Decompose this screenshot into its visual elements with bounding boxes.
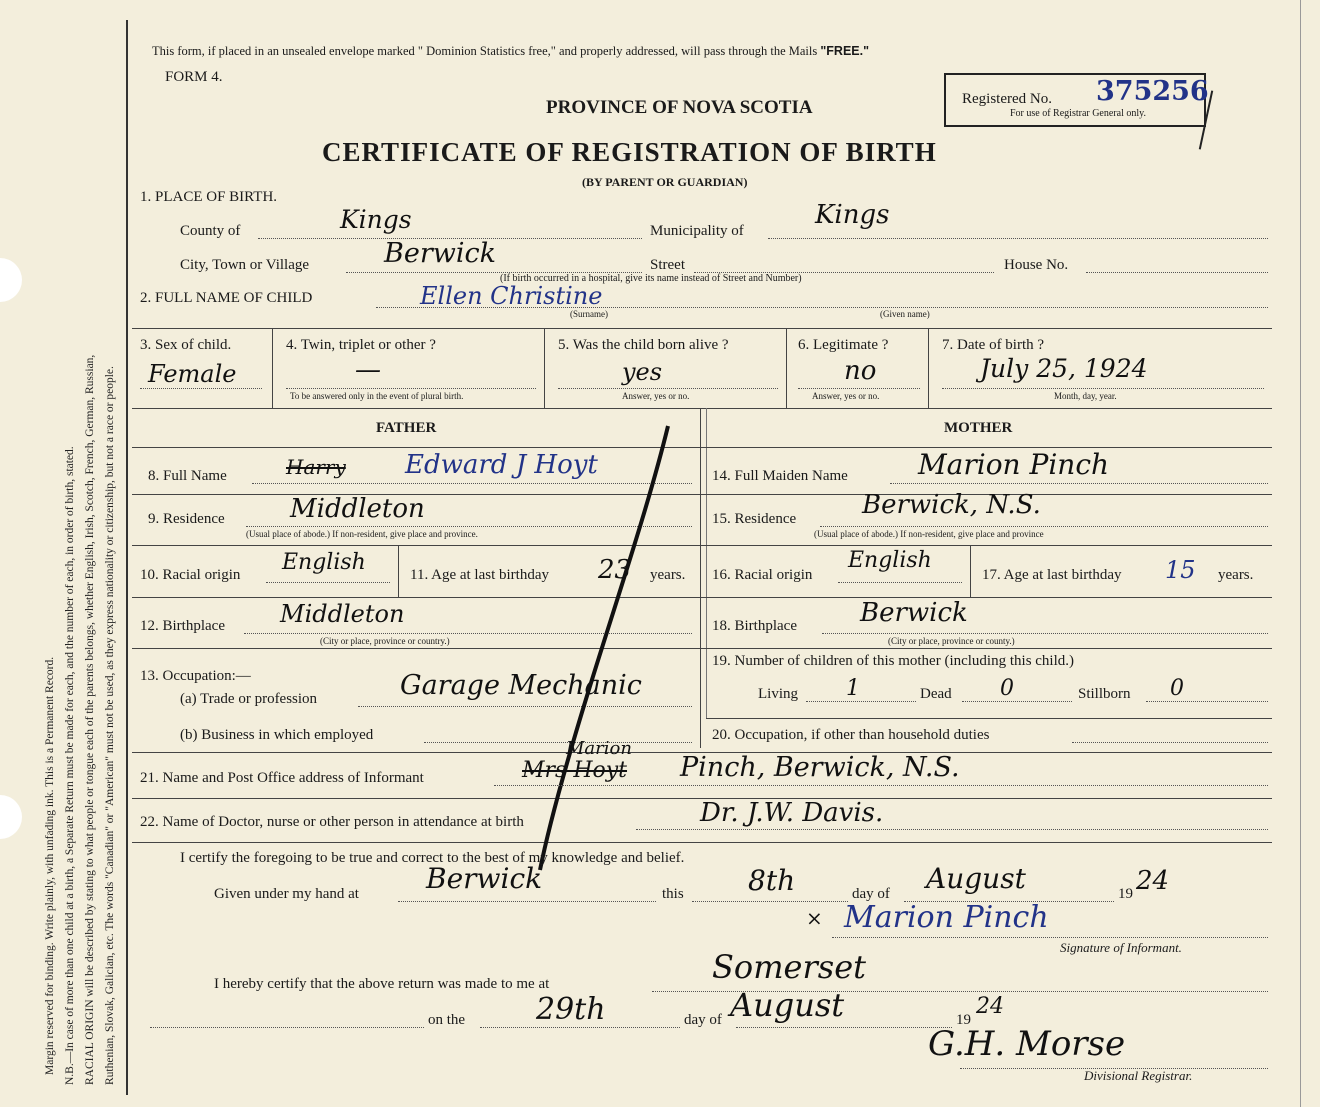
row3-top-rule <box>132 328 1272 329</box>
father-birthplace-value: Middleton <box>280 600 405 628</box>
doctor-label: 22. Name of Doctor, nurse or other person in attendance at birth <box>140 814 524 830</box>
stillborn-value: 0 <box>1170 676 1184 701</box>
informant-label: 21. Name and Post Office address of Informant <box>140 770 424 786</box>
mother-birthplace-value: Berwick <box>860 598 968 628</box>
municipality-label: Municipality of <box>650 223 744 239</box>
given-month-value: August <box>926 862 1026 895</box>
province-heading: PROVINCE OF NOVA SCOTIA <box>546 97 813 118</box>
twin-label: 4. Twin, triplet or other ? <box>286 337 436 353</box>
stillborn-line <box>1146 701 1268 702</box>
sex-line <box>140 388 262 389</box>
registrar-on-label: on the <box>428 1012 466 1028</box>
given-label: Given under my hand at <box>214 886 359 902</box>
mother-occupation-line <box>1072 742 1268 743</box>
race-age-divider-father <box>398 545 399 597</box>
given-place-line <box>398 901 656 902</box>
row-rule-birthplace <box>132 597 1272 598</box>
county-label: County of <box>180 223 241 239</box>
informant-signature-line <box>832 937 1268 938</box>
city-label: City, Town or Village <box>180 257 310 273</box>
parents-divider <box>700 408 701 748</box>
father-race-value: English <box>282 550 366 575</box>
certificate-subtitle: (BY PARENT OR GUARDIAN) <box>582 175 748 189</box>
living-line <box>806 701 916 702</box>
form-number: FORM 4. <box>165 69 223 85</box>
father-name-struck: Harry <box>286 455 346 479</box>
child-name-label: 2. FULL NAME OF CHILD <box>140 290 313 306</box>
postal-note-text: This form, if placed in an unsealed envelope marked " Dominion Statistics free," and properly addressed, will pass through the Mails <box>152 44 818 58</box>
legit-note: Answer, yes or no. <box>812 391 880 401</box>
sex-label: 3. Sex of child. <box>140 337 232 353</box>
mother-name-label: 14. Full Maiden Name <box>712 468 848 484</box>
alive-line <box>558 388 778 389</box>
given-place-value: Berwick <box>426 862 543 895</box>
mother-name-value: Marion Pinch <box>918 448 1110 481</box>
certify-statement: I certify the foregoing to be true and correct to the best of my knowledge and belief. <box>180 850 685 866</box>
mother-residence-note: (Usual place of abode.) If non-resident, give place and province <box>814 529 1044 539</box>
signature-mark: × <box>806 906 823 930</box>
living-value: 1 <box>846 676 860 701</box>
registrar-signature: G.H. Morse <box>928 1024 1126 1064</box>
row3-divider-1 <box>272 328 273 408</box>
twin-note: To be answered only in the event of plural birth. <box>290 391 464 401</box>
father-age-value: 23 <box>598 555 632 585</box>
twin-line <box>286 388 536 389</box>
pen-slash <box>500 420 700 880</box>
trade-value: Garage Mechanic <box>400 670 642 701</box>
mother-occupation-label: 20. Occupation, if other than household duties <box>712 727 990 743</box>
legit-value: no <box>844 356 877 386</box>
registrar-left-line <box>150 1027 424 1028</box>
alive-label: 5. Was the child born alive ? <box>558 337 729 353</box>
registrar-day-value: 29th <box>536 992 606 1027</box>
doctor-value: Dr. J.W. Davis. <box>700 798 884 828</box>
alive-note: Answer, yes or no. <box>622 391 690 401</box>
dead-line <box>962 701 1072 702</box>
child-name-value: Ellen Christine <box>420 282 603 310</box>
dead-value: 0 <box>1000 676 1014 701</box>
dob-label: 7. Date of birth ? <box>942 337 1045 353</box>
father-race-label: 10. Racial origin <box>140 567 241 583</box>
trade-label: (a) Trade or profession <box>180 691 318 707</box>
registrar-signature-label: Divisional Registrar. <box>1084 1068 1193 1083</box>
father-residence-note: (Usual place of abode.) If non-resident, give place and province. <box>246 529 478 539</box>
doctor-line <box>636 829 1268 830</box>
children-label: 19. Number of children of this mother (including this child.) <box>712 653 1075 669</box>
row-rule-certify <box>132 842 1272 843</box>
father-occupation-label: 13. Occupation:— <box>140 668 251 684</box>
row3-divider-2 <box>544 328 545 408</box>
mother-heading: MOTHER <box>944 420 1013 436</box>
given-day-line <box>692 901 848 902</box>
mother-birthplace-note: (City or place, province or county.) <box>888 636 1015 646</box>
legit-label: 6. Legitimate ? <box>798 337 889 353</box>
father-residence-label: 9. Residence <box>148 511 225 527</box>
row-rule-race <box>132 545 1272 546</box>
father-age-years: years. <box>650 567 686 583</box>
municipality-value: Kings <box>815 200 890 230</box>
mother-age-value: 15 <box>1165 556 1196 584</box>
registered-label: Registered No. <box>962 91 1052 107</box>
informant-struck: Mrs Hoyt <box>522 758 628 783</box>
parents-divider-short <box>706 408 707 718</box>
living-label: Living <box>758 686 798 702</box>
registrar-dayof-label: day of <box>684 1012 722 1028</box>
city-value: Berwick <box>384 238 496 269</box>
informant-signature: Marion Pinch <box>844 900 1049 935</box>
dob-note: Month, day, year. <box>1054 391 1117 401</box>
mother-residence-value: Berwick, N.S. <box>862 490 1041 520</box>
postal-note <box>152 44 869 59</box>
father-birthplace-label: 12. Birthplace <box>140 618 225 634</box>
given-day-value: 8th <box>748 864 796 897</box>
right-edge-rule <box>1300 0 1301 1107</box>
stillborn-label: Stillborn <box>1078 686 1131 702</box>
row3-bottom-rule <box>132 408 1272 409</box>
registrar-place-value: Somerset <box>712 948 866 986</box>
mother-age-label: 17. Age at last birthday <box>982 567 1122 583</box>
registrar-year-prefix: 19 <box>956 1012 971 1028</box>
registrar-year-value: 24 <box>976 994 1004 1019</box>
street-note: (If birth occurred in a hospital, give its name instead of Street and Number) <box>500 273 802 284</box>
mother-birthplace-line <box>822 633 1268 634</box>
dob-value: July 25, 1924 <box>980 354 1148 383</box>
mother-residence-label: 15. Residence <box>712 511 797 527</box>
municipality-line <box>768 238 1268 239</box>
binding-hole-bottom <box>0 795 22 839</box>
margin-note-1: Margin reserved for binding. Write plainly, with unfading ink. This is a Permanent Record. <box>44 656 56 1075</box>
informant-value: Pinch, Berwick, N.S. <box>680 752 960 783</box>
surname-caption: (Surname) <box>570 309 608 319</box>
race-age-divider-mother <box>970 545 971 597</box>
row-rule-occupation <box>132 648 1272 649</box>
row-rule-business <box>706 718 1272 719</box>
row3-divider-3 <box>786 328 787 408</box>
county-value: Kings <box>340 205 412 234</box>
house-line <box>1086 272 1268 273</box>
legit-line <box>798 388 920 389</box>
mother-race-line <box>838 582 962 583</box>
registrar-note: For use of Registrar General only. <box>1010 108 1146 119</box>
father-residence-value: Middleton <box>290 494 425 524</box>
father-birthplace-note: (City or place, province or country.) <box>320 636 450 646</box>
dead-label: Dead <box>920 686 952 702</box>
mother-name-line <box>890 483 1268 484</box>
registrar-day-line <box>480 1027 680 1028</box>
registrar-month-line <box>736 1027 952 1028</box>
informant-inserted: Marion <box>566 738 632 759</box>
mother-race-label: 16. Racial origin <box>712 567 813 583</box>
mother-race-value: English <box>848 548 932 573</box>
mother-residence-line <box>820 526 1268 527</box>
father-name-label: 8. Full Name <box>148 468 227 484</box>
certificate-title: CERTIFICATE OF REGISTRATION OF BIRTH <box>322 137 937 167</box>
margin-note-2: N.B.—In case of more than one child at a birth, a Separate Return must be made for each, and the number of each, in order of birth, stated. <box>64 446 76 1085</box>
dob-line <box>942 388 1264 389</box>
registrar-statement: I hereby certify that the above return was made to me at <box>214 976 550 992</box>
binding-hole-top <box>0 258 22 302</box>
margin-note-3: RACIAL ORIGIN will be described by stating to what people or tongue each of the parents belongs, whether English, Irish, Scotch, French, German, Russian, <box>84 354 96 1085</box>
informant-line <box>494 785 1268 786</box>
margin-rule <box>126 20 128 1095</box>
informant-signature-label: Signature of Informant. <box>1060 940 1182 955</box>
mother-birthplace-label: 18. Birthplace <box>712 618 797 634</box>
father-name-value: Edward J Hoyt <box>405 450 598 480</box>
postal-free-text: "FREE." <box>820 44 870 58</box>
margin-note-4: Ruthenian, Slovak, Galician, etc. The words "Canadian" or "American" must not be used, as they express nationality or citizenship, but not a race or people. <box>104 366 116 1085</box>
alive-value: yes <box>622 358 663 386</box>
twin-value: — <box>355 355 381 385</box>
father-race-line <box>266 582 390 583</box>
father-age-label: 11. Age at last birthday <box>410 567 549 583</box>
sex-value: Female <box>148 360 237 388</box>
registrar-month-value: August <box>730 986 845 1024</box>
street-label: Street <box>650 257 685 273</box>
house-label: House No. <box>1004 257 1069 273</box>
given-this-label: this <box>662 886 684 902</box>
given-year-prefix: 19 <box>1118 886 1133 902</box>
given-dayof-label: day of <box>852 886 890 902</box>
given-name-caption: (Given name) <box>880 309 930 319</box>
registered-number: 375256 <box>1096 76 1209 107</box>
place-of-birth-label: 1. PLACE OF BIRTH. <box>140 189 278 205</box>
father-heading: FATHER <box>376 420 437 436</box>
business-label: (b) Business in which employed <box>180 727 374 743</box>
mother-age-years: years. <box>1218 567 1254 583</box>
row3-divider-4 <box>928 328 929 408</box>
given-year-value: 24 <box>1136 866 1170 896</box>
